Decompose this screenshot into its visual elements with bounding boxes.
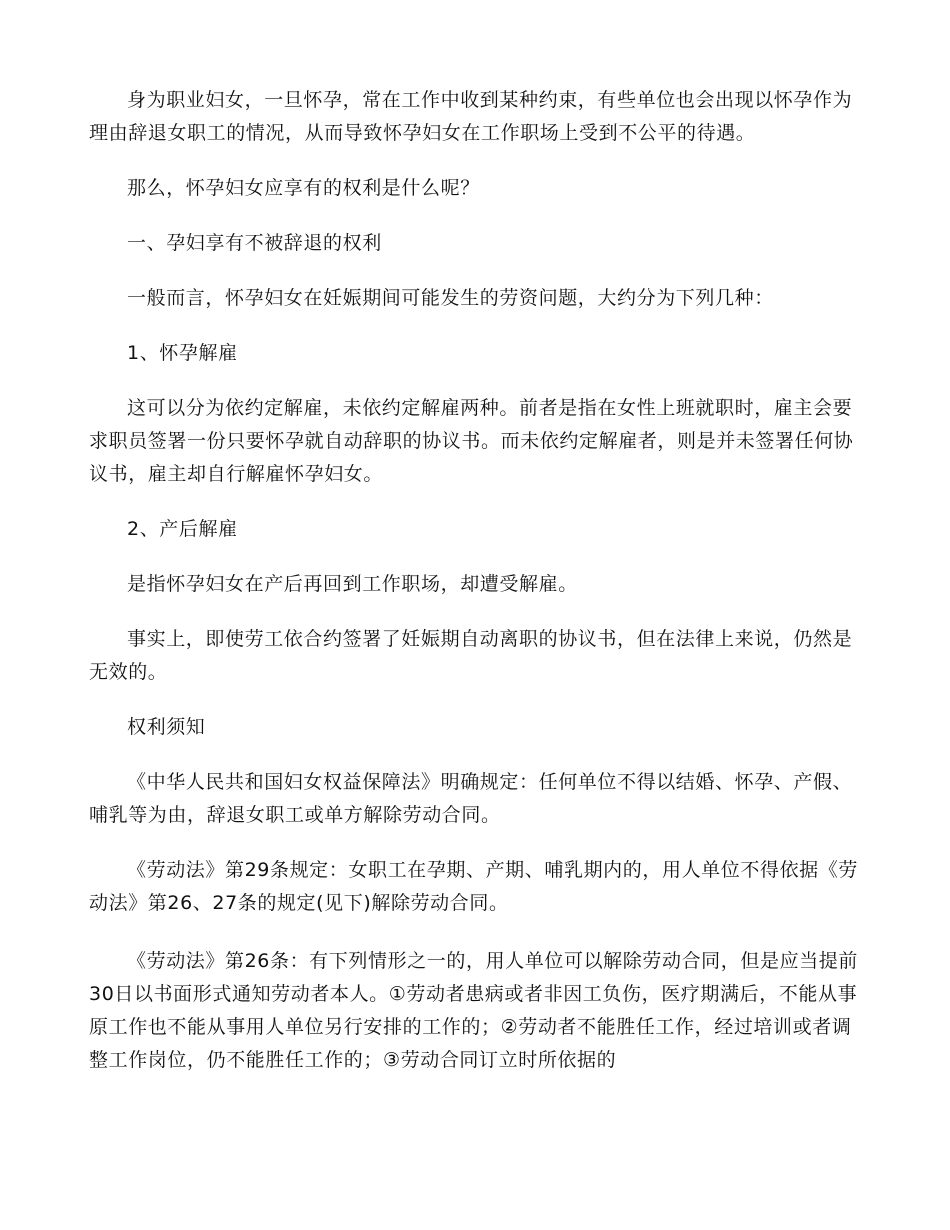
subheading-pregnancy-dismissal: 1、怀孕解雇 bbox=[127, 342, 238, 364]
subheading-postpartum-dismissal: 2、产后解雇 bbox=[127, 518, 238, 540]
paragraph-labor-law-article-29: 《劳动法》第29条规定：女职工在孕期、产期、哺乳期内的，用人单位不得依据《劳动法》第26、27条的规定(见下)解除劳动合同。 bbox=[89, 859, 858, 914]
paragraph-labor-law-article-26: 《劳动法》第26条：有下列情形之一的，用人单位可以解除劳动合同，但是应当提前30日以书面形式通知劳动者本人。①劳动者患病或者非因工负伤，医疗期满后，不能从事原工作也不能从事用人单位另行安排的工作的；②劳动者不能胜任工作，经过培训或者调整工作岗位，仍不能胜任工作的；③劳动合同订立时所依据的 bbox=[89, 950, 858, 1071]
paragraph-intro: 身为职业妇女，一旦怀孕，常在工作中收到某种约束，有些单位也会出现以怀孕作为理由辞退女职工的情况，从而导致怀孕妇女在工作职场上受到不公平的待遇。 bbox=[89, 89, 853, 144]
paragraph-postpartum-dismissal-detail: 是指怀孕妇女在产后再回到工作职场，却遭受解雇。 bbox=[127, 573, 578, 595]
paragraph-question: 那么，怀孕妇女应享有的权利是什么呢？ bbox=[127, 177, 480, 199]
document-body bbox=[89, 84, 861, 1077]
paragraph-womens-rights-law: 《中华人民共和国妇女权益保障法》明确规定：任何单位不得以结婚、怀孕、产假、哺乳等为由，辞退女职工或单方解除劳动合同。 bbox=[89, 771, 853, 826]
paragraph-agreement-invalid: 事实上，即使劳工依合约签署了妊娠期自动离职的协议书，但在法律上来说，仍然是无效的。 bbox=[89, 628, 853, 683]
section-heading-right-not-dismissed: 一、孕妇享有不被辞退的权利 bbox=[127, 232, 382, 254]
subheading-rights-notice: 权利须知 bbox=[127, 716, 206, 738]
paragraph-labor-issues: 一般而言，怀孕妇女在妊娠期间可能发生的劳资问题，大约分为下列几种： bbox=[127, 287, 774, 309]
paragraph-pregnancy-dismissal-detail: 这可以分为依约定解雇，未依约定解雇两种。前者是指在女性上班就职时，雇主会要求职员签署一份只要怀孕就自动辞职的协议书。而未依约定解雇者，则是并未签署任何协议书，雇主却自行解雇怀孕妇女。 bbox=[89, 397, 854, 485]
